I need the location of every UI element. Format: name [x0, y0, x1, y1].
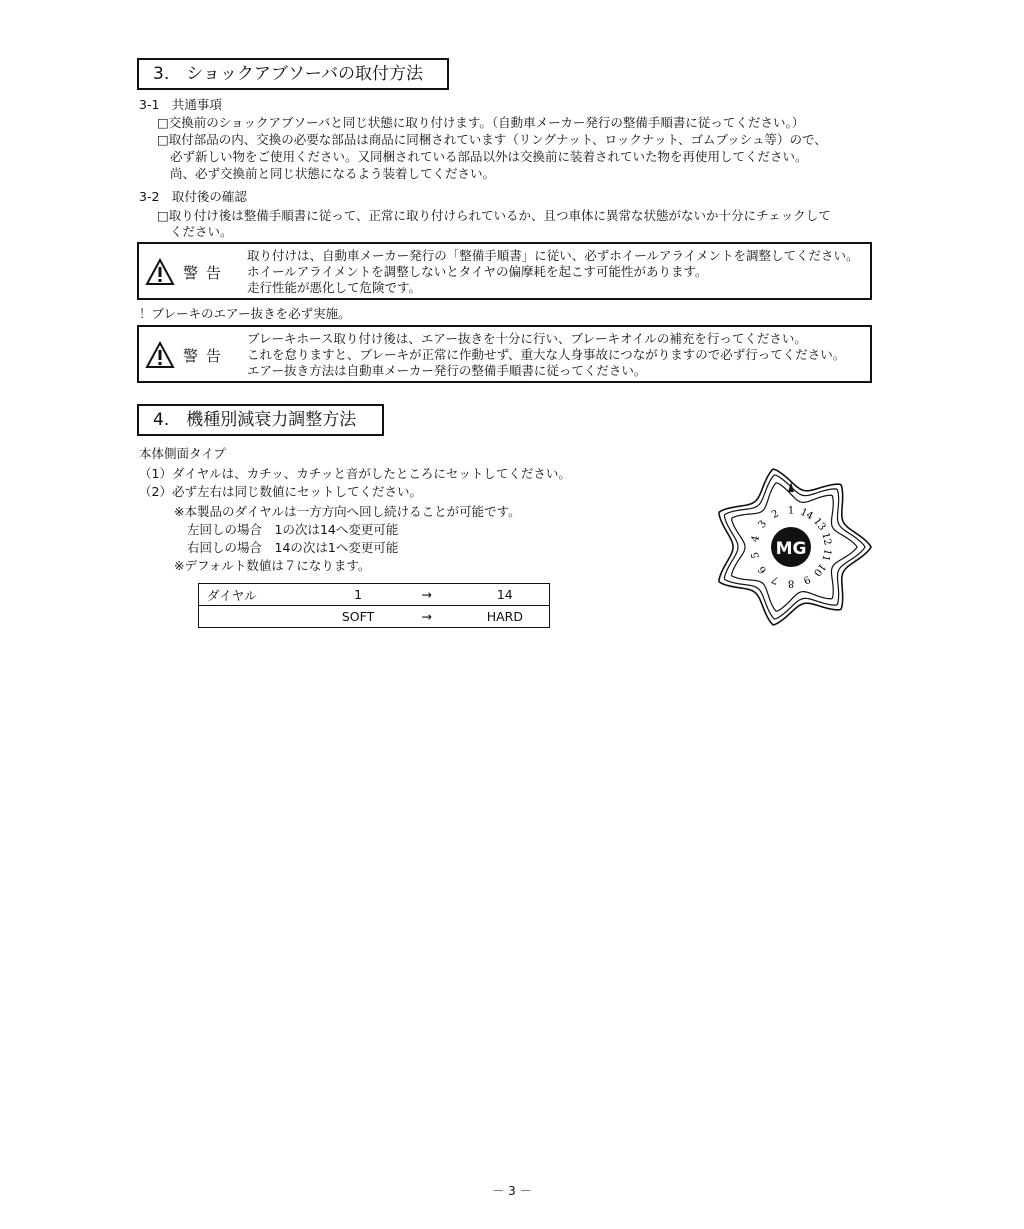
section4-title [137, 404, 384, 436]
dial-number: 5 [749, 550, 762, 560]
dial-number: 10 [810, 561, 828, 578]
dial-number: 9 [801, 573, 812, 586]
warning-label-1: 警告 [183, 264, 230, 282]
warning-triangle-icon [145, 258, 175, 286]
warning2-line-1: ブレーキホース取り付け後は、エアー抜きを十分に行い、ブレーキオイルの補充を行ってください。 [247, 331, 807, 346]
warning1-line-3: 走行性能が悪化して危険です。 [247, 280, 422, 295]
dial-number: 7 [770, 573, 781, 586]
dial-number: 6 [756, 563, 770, 576]
note-4: ※デフォルト数値は７になります。 [174, 558, 371, 573]
sub2-line-2: ください。 [170, 224, 233, 239]
warning2-line-3: エアー抜き方法は自動車メーカー発行の整備手順書に従ってください。 [247, 363, 647, 378]
dial-number: 11 [819, 547, 833, 563]
table-cell: ダイヤル [199, 584, 324, 606]
section4-title-text: 4. 機種別減衰力調整方法 [153, 410, 357, 430]
table-cell [199, 606, 324, 628]
note-2: 左回しの場合 1の次は14へ変更可能 [187, 522, 399, 537]
section3-title [137, 58, 449, 90]
table-cell: 14 [461, 584, 550, 606]
dial-number: 3 [756, 518, 770, 531]
warning-triangle-icon [145, 341, 175, 369]
dial-table [198, 583, 550, 628]
section3-title-text: 3. ショックアブソーバの取付方法 [153, 64, 424, 84]
brake-note: ！ブレーキのエアー抜きを必ず実施。 [139, 306, 351, 321]
warning1-line-2: ホイールアライメントを調整しないとタイヤの偏摩耗を起こす可能性があります。 [247, 264, 708, 279]
dial-number: 1 [787, 505, 795, 517]
dial-number: 13 [810, 516, 828, 533]
table-cell: → [392, 584, 460, 606]
sub1-heading: 3-1 共通事項 [139, 97, 222, 112]
dial-number: 8 [787, 577, 795, 589]
note-1: ※本製品のダイヤルは一方方向へ回し続けることが可能です。 [174, 504, 521, 519]
type-heading: 本体側面タイプ [139, 446, 226, 461]
sub1-line-3: 必ず新しい物をご使用ください。又同梱されている部品以外は交換前に装着されていた物を再使用してください。 [170, 149, 808, 164]
table-row [199, 606, 550, 628]
damping-dial-illustration [708, 464, 874, 630]
dial-number: 14 [798, 506, 815, 523]
dial-logo-text: MG [775, 539, 807, 559]
dial-number: 2 [770, 508, 781, 521]
table-cell: 1 [324, 584, 393, 606]
table-cell: SOFT [324, 606, 393, 628]
sub2-heading: 3-2 取付後の確認 [139, 189, 247, 204]
table-cell: → [392, 606, 460, 628]
sub2-line-1: □取り付け後は整備手順書に従って、正常に取り付けられているか、且つ車体に異常な状態がないか十分にチェックして [157, 208, 831, 223]
sub1-line-2: □取付部品の内、交換の必要な部品は商品に同梱されています（リングナット、ロックナット、ゴムブッシュ等）ので、 [157, 132, 827, 147]
sub1-line-4: 尚、必ず交換前と同じ状態になるよう装着してください。 [170, 166, 496, 181]
warning-box-2 [137, 325, 872, 383]
step-1: （1）ダイヤルは、カチッ、カチッと音がしたところにセットしてください。 [139, 466, 571, 481]
warning-box-1 [137, 242, 872, 300]
dial-number: 12 [819, 531, 833, 547]
warning1-line-1: 取り付けは、自動車メーカー発行の「整備手順書」に従い、必ずホイールアライメントを調整してください。 [247, 248, 859, 263]
note-3: 右回しの場合 14の次は1へ変更可能 [187, 540, 399, 555]
dial-number: 4 [749, 534, 762, 544]
table-cell: HARD [461, 606, 550, 628]
table-row [199, 584, 550, 606]
step-2: （2）必ず左右は同じ数値にセットしてください。 [139, 484, 422, 499]
warning-label-2: 警告 [183, 347, 230, 365]
sub1-line-1: □交換前のショックアブソーバと同じ状態に取り付けます。（自動車メーカー発行の整備手順書に従ってください。） [157, 115, 805, 130]
page-number: － 3 － [492, 1184, 532, 1198]
warning2-line-2: これを怠りますと、ブレーキが正常に作動せず、重大な人身事故につながりますので必ず行ってください。 [247, 347, 846, 362]
